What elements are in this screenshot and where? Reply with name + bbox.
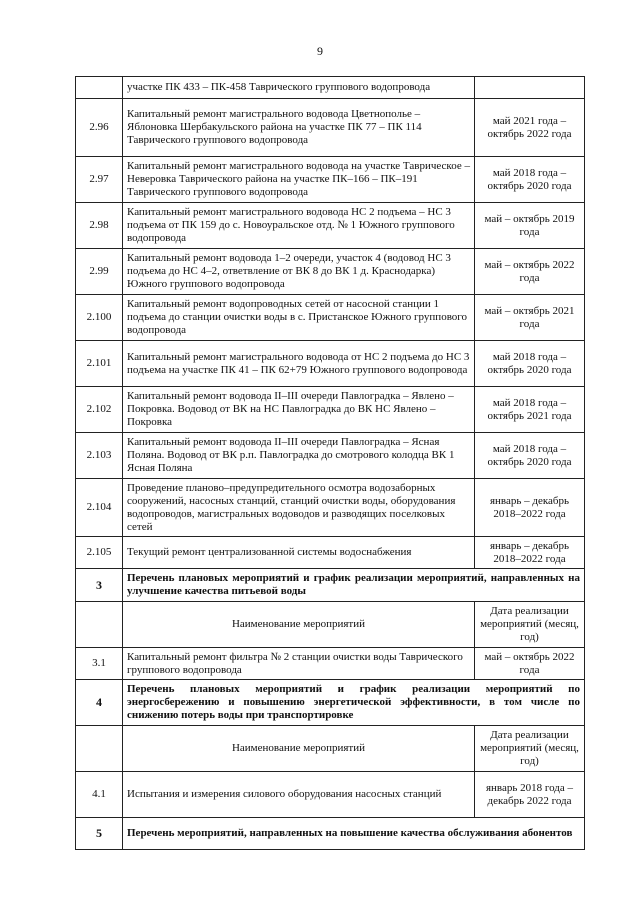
row-number: 3.1: [76, 648, 123, 680]
measure-name: Капитальный ремонт магистрального водовода на участке Таврическое – Неверовка Таврического района на участке ПК–166 – ПК–191 Таврического группового водопровода: [123, 157, 475, 203]
measure-date: май 2018 года – октябрь 2021 года: [475, 387, 585, 433]
row-number: 2.102: [76, 387, 123, 433]
column-header-date: Дата реализации мероприятий (месяц, год): [475, 726, 585, 772]
table-row: [76, 341, 585, 387]
measure-name: Капитальный ремонт магистрального водовода Цветнополье – Яблоновка Шербакульского района на участке ПК 77 – ПК 114 Таврического группового водопровода: [123, 99, 475, 157]
section-5: [76, 818, 585, 850]
column-header-row: [76, 602, 585, 648]
table-row: [76, 157, 585, 203]
section-title: Перечень плановых мероприятий и график реализации мероприятий, направленных на улучшение качества питьевой воды: [123, 569, 585, 602]
section-heading-row: [76, 569, 585, 602]
empty-cell: [76, 602, 123, 648]
measure-name: Испытания и измерения силового оборудования насосных станций: [123, 772, 475, 818]
page-number: 9: [317, 44, 323, 58]
measure-date: [475, 77, 585, 99]
column-header-date: Дата реализации мероприятий (месяц, год): [475, 602, 585, 648]
measure-date: май 2021 года – октябрь 2022 года: [475, 99, 585, 157]
table-row: [76, 479, 585, 537]
section-3: [76, 569, 585, 680]
column-header-name: Наименование мероприятий: [123, 602, 475, 648]
row-number: 4.1: [76, 772, 123, 818]
row-number: 2.97: [76, 157, 123, 203]
row-number: [76, 77, 123, 99]
section-title: Перечень плановых мероприятий и график реализации мероприятий по энергосбережению и повышению энергетической эффективности, в том числе по снижению потерь воды при транспортировке: [123, 680, 585, 726]
measure-name: Капитальный ремонт водовода II–III очереди Павлоградка – Явлено – Покровка. Водовод от ВК на НС Павлоградка до ВК НС Явлено – Покровка: [123, 387, 475, 433]
section-number: 3: [76, 569, 123, 602]
measure-name: Капитальный ремонт фильтра № 2 станции очистки воды Таврического группового водопровода: [123, 648, 475, 680]
measure-name: Капитальный ремонт магистрального водовода НС 2 подъема – НС 3 подъема от ПК 159 до с. Новоуральское отд. № 1 Южного группового водопровода: [123, 203, 475, 249]
empty-cell: [76, 726, 123, 772]
section-4: [76, 680, 585, 818]
measure-date: май – октябрь 2022 года: [475, 249, 585, 295]
row-number: 2.104: [76, 479, 123, 537]
measure-date: январь 2018 года – декабрь 2022 года: [475, 772, 585, 818]
column-header-row: [76, 726, 585, 772]
measure-date: май 2018 года – октябрь 2020 года: [475, 157, 585, 203]
measure-date: май – октябрь 2021 года: [475, 295, 585, 341]
measure-name: участке ПК 433 – ПК-458 Таврического группового водопровода: [123, 77, 475, 99]
table-row: [76, 203, 585, 249]
measure-name: Текущий ремонт централизованной системы водоснабжения: [123, 537, 475, 569]
table-row: [76, 387, 585, 433]
row-number: 2.105: [76, 537, 123, 569]
table-row: [76, 433, 585, 479]
section-heading-row: [76, 818, 585, 850]
row-number: 2.98: [76, 203, 123, 249]
row-number: 2.96: [76, 99, 123, 157]
table-row: [76, 537, 585, 569]
measures-table: [75, 76, 585, 850]
measure-name: Капитальный ремонт водовода 1–2 очереди, участок 4 (водовод НС 3 подъема до НС 4–2, ответвление от ВК 8 до ВК 1 д. Краснодарка) Южного группового водопровода: [123, 249, 475, 295]
section-heading-row: [76, 680, 585, 726]
table-row: [76, 772, 585, 818]
measure-name: Капитальный ремонт водопроводных сетей от насосной станции 1 подъема до станции очистки воды в с. Пристанское Южного группового водопровода: [123, 295, 475, 341]
row-number: 2.99: [76, 249, 123, 295]
measure-date: май – октябрь 2019 года: [475, 203, 585, 249]
section-number: 4: [76, 680, 123, 726]
measure-name: Капитальный ремонт магистрального водовода от НС 2 подъема до НС 3 подъема на участке ПК 41 – ПК 62+79 Южного группового водопровода: [123, 341, 475, 387]
table-row: [76, 249, 585, 295]
row-number: 2.100: [76, 295, 123, 341]
row-number: 2.103: [76, 433, 123, 479]
measure-date: май – октябрь 2022 года: [475, 648, 585, 680]
measure-date: январь – декабрь 2018–2022 года: [475, 537, 585, 569]
measure-name: Проведение планово–предупредительного осмотра водозаборных сооружений, насосных станций, станций очистки воды, оборудования водопроводов, магистральных водоводов и разводящих поселковых сетей: [123, 479, 475, 537]
section-number: 5: [76, 818, 123, 850]
row-number: 2.101: [76, 341, 123, 387]
measure-date: май 2018 года – октябрь 2020 года: [475, 341, 585, 387]
measures-rows: [76, 77, 585, 569]
table-row: [76, 77, 585, 99]
measure-date: январь – декабрь 2018–2022 года: [475, 479, 585, 537]
measure-date: май 2018 года – октябрь 2020 года: [475, 433, 585, 479]
section-title: Перечень мероприятий, направленных на повышение качества обслуживания абонентов: [123, 818, 585, 850]
measure-name: Капитальный ремонт водовода II–III очереди Павлоградка – Ясная Поляна. Водовод от ВК р.п. Павлоградка до смотрового колодца ВК 1 Ясная Поляна: [123, 433, 475, 479]
table-row: [76, 99, 585, 157]
table-row: [76, 295, 585, 341]
column-header-name: Наименование мероприятий: [123, 726, 475, 772]
table-row: [76, 648, 585, 680]
